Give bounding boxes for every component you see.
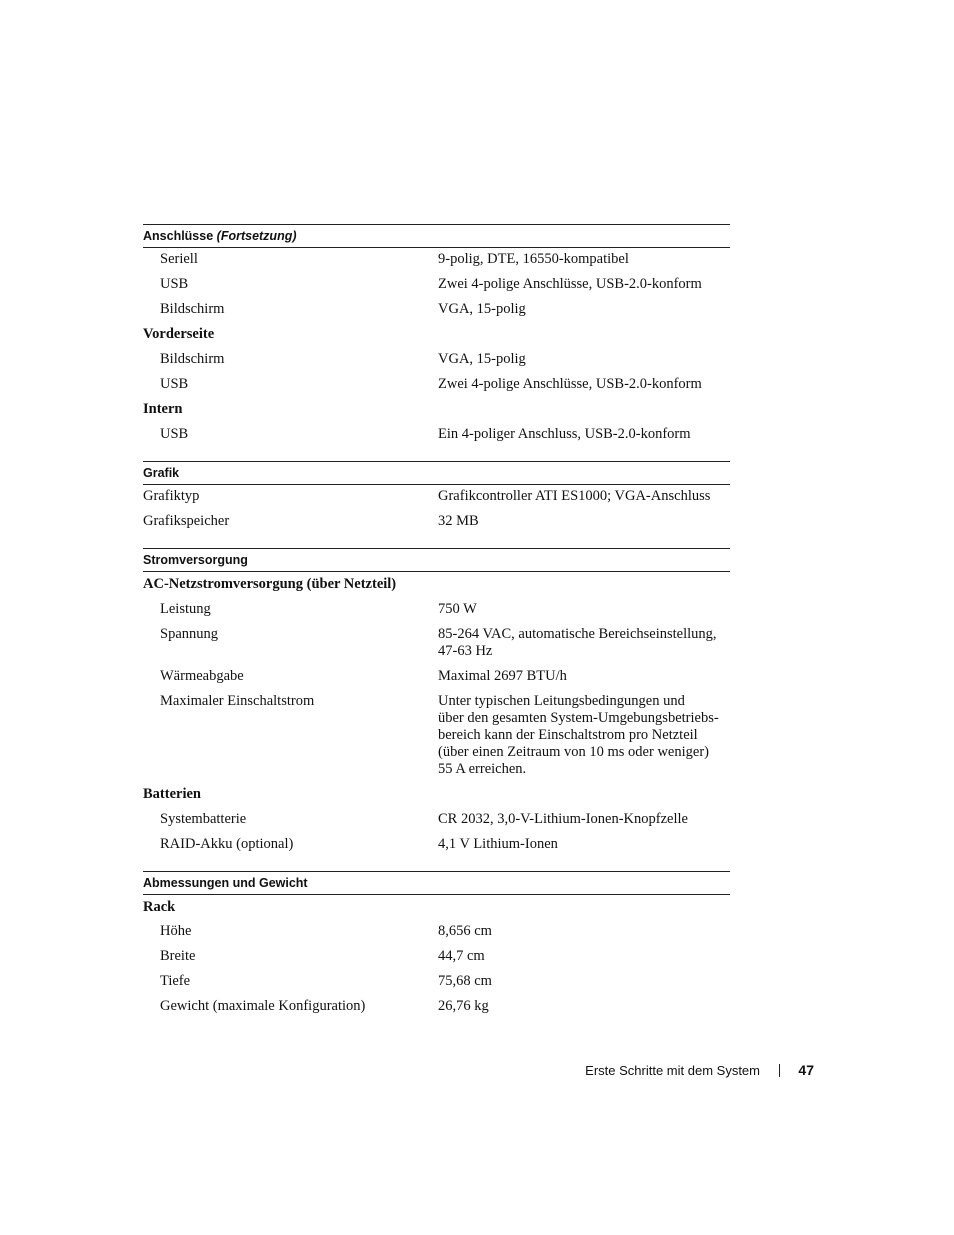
row-value: Zwei 4-polige Anschlüsse, USB-2.0-konform [438,376,702,392]
row-label: Bildschirm [160,351,225,367]
group-heading-vorderseite: Vorderseite [143,326,215,342]
row-value: VGA, 15-polig [438,301,526,317]
row-value: 44,7 cm [438,948,485,964]
row-value: Unter typischen Leitungsbedingungen und über den gesamten System-Umgebungsbetriebs- bereich kann der Einschaltstrom pro Netzteil (über einen Zeitraum von 10 ms oder weniger) 55 A erreichen. [438,693,719,777]
row-value: Zwei 4-polige Anschlüsse, USB-2.0-konform [438,276,702,292]
section-title-anschluesse [143,224,730,248]
row-value: 26,76 kg [438,998,489,1014]
page-number: 47 [798,1062,814,1078]
row-value: Maximal 2697 BTU/h [438,668,567,684]
section-title-strom [143,548,730,572]
section-title-suffix: (Fortsetzung) [216,229,297,243]
section-title-text: Grafik [143,466,180,480]
row-value: Grafikcontroller ATI ES1000; VGA-Anschluss [438,488,711,504]
section-title-grafik [143,461,730,485]
row-label: USB [160,276,189,292]
footer-title: Erste Schritte mit dem System [585,1063,760,1078]
row-value: 32 MB [438,513,479,529]
row-label: Spannung [160,626,218,642]
row-value: 4,1 V Lithium-Ionen [438,836,558,852]
group-heading-batterien: Batterien [143,786,201,802]
section-title-text: Abmessungen und Gewicht [143,876,308,890]
row-label: Grafiktyp [143,488,200,504]
row-label: USB [160,426,189,442]
row-value: VGA, 15-polig [438,351,526,367]
row-value: CR 2032, 3,0-V-Lithium-Ionen-Knopfzelle [438,811,688,827]
section-title-text: Anschlüsse [143,229,214,243]
row-label: Grafikspeicher [143,513,230,529]
row-label: Bildschirm [160,301,225,317]
row-label: Tiefe [160,973,191,989]
row-label: Maximaler Einschaltstrom [160,693,315,709]
row-value: 75,68 cm [438,973,492,989]
page-footer [560,1061,814,1081]
row-value: 8,656 cm [438,923,492,939]
row-label: RAID-Akku (optional) [160,836,294,852]
row-value: 750 W [438,601,477,617]
footer-separator [779,1064,780,1077]
row-label: Höhe [160,923,192,939]
section-title-text: Stromversorgung [143,553,248,567]
row-label: USB [160,376,189,392]
row-label: Breite [160,948,196,964]
row-value: 85-264 VAC, automatische Bereichseinstellung, 47-63 Hz [438,626,717,659]
row-value: 9-polig, DTE, 16550-kompatibel [438,251,629,267]
group-heading-ac: AC-Netzstromversorgung (über Netzteil) [143,576,397,592]
group-heading-intern: Intern [143,401,183,417]
row-value: Ein 4-poliger Anschluss, USB-2.0-konform [438,426,691,442]
section-title-abmessungen [143,871,730,895]
row-label: Gewicht (maximale Konfiguration) [160,998,366,1014]
row-label: Wärmeabgabe [160,668,244,684]
group-heading-rack: Rack [143,899,176,915]
row-label: Systembatterie [160,811,247,827]
row-label: Leistung [160,601,211,617]
row-label: Seriell [160,251,198,267]
